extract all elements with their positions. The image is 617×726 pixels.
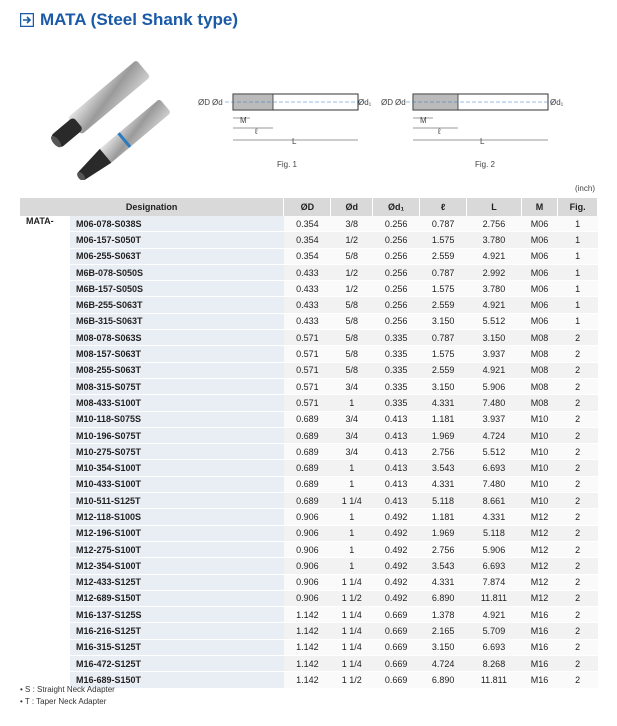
- cell: 0.354: [284, 232, 331, 248]
- cell: 1/2: [331, 281, 373, 297]
- cell: 1/2: [331, 232, 373, 248]
- cell: 2: [558, 362, 598, 378]
- cell: M10: [521, 493, 558, 509]
- table-row: [20, 313, 598, 329]
- cell: 5.118: [467, 525, 522, 541]
- cell: M06-255-S063T: [70, 248, 284, 264]
- col-fig: Fig.: [558, 198, 598, 216]
- cell: 0.413: [373, 444, 420, 460]
- cell: M16: [521, 672, 558, 688]
- cell: 0.571: [284, 395, 331, 411]
- cell: 8.268: [467, 656, 522, 672]
- table-row: [20, 281, 598, 297]
- cell: M06: [521, 248, 558, 264]
- cell: M16-472-S125T: [70, 656, 284, 672]
- cell: 3.543: [420, 558, 467, 574]
- cell: 3.150: [467, 330, 522, 346]
- cell: M12: [521, 509, 558, 525]
- cell: 0.906: [284, 509, 331, 525]
- cell: 0.433: [284, 264, 331, 280]
- cell: 0.256: [373, 232, 420, 248]
- table-row: [20, 362, 598, 378]
- fig2-label: Fig. 2: [475, 160, 496, 169]
- cell: 0.689: [284, 427, 331, 443]
- cell: 2: [558, 444, 598, 460]
- cell: 1.969: [420, 427, 467, 443]
- cell: 2.756: [420, 444, 467, 460]
- cell: 3.780: [467, 281, 522, 297]
- cell: 4.331: [420, 476, 467, 492]
- cell: 0.256: [373, 297, 420, 313]
- table-row: [20, 623, 598, 639]
- cell: M6B-157-S050S: [70, 281, 284, 297]
- table-row: [20, 264, 598, 280]
- cell: M10-196-S075T: [70, 427, 284, 443]
- cell: 0.669: [373, 623, 420, 639]
- cell: M16: [521, 607, 558, 623]
- cell: M06: [521, 264, 558, 280]
- fig1-diagram: [195, 80, 370, 165]
- fig2-d-inner: Ød: [395, 98, 406, 107]
- cell: M12: [521, 541, 558, 557]
- cell: 0.906: [284, 541, 331, 557]
- cell: M06-078-S038S: [70, 216, 284, 232]
- cell: 2: [558, 541, 598, 557]
- cell: 1 1/4: [331, 607, 373, 623]
- cell: 1: [558, 313, 598, 329]
- table-row: [20, 607, 598, 623]
- cell: M08: [521, 346, 558, 362]
- cell: 0.413: [373, 476, 420, 492]
- cell: M10: [521, 444, 558, 460]
- cell: 0.669: [373, 656, 420, 672]
- table-row: [20, 558, 598, 574]
- cell: M06: [521, 216, 558, 232]
- cell: 1: [331, 395, 373, 411]
- cell: M12-118-S100S: [70, 509, 284, 525]
- cell: M6B-315-S063T: [70, 313, 284, 329]
- cell: 0.354: [284, 248, 331, 264]
- cell: 1 1/4: [331, 656, 373, 672]
- cell: 7.480: [467, 476, 522, 492]
- cell: 1: [331, 525, 373, 541]
- cell: 6.693: [467, 460, 522, 476]
- cell: 0.689: [284, 444, 331, 460]
- cell: 0.571: [284, 330, 331, 346]
- cell: M16: [521, 623, 558, 639]
- unit-label: (inch): [574, 184, 595, 193]
- cell: 1.142: [284, 672, 331, 688]
- cell: 0.689: [284, 476, 331, 492]
- cell: 3.780: [467, 232, 522, 248]
- cell: 0.335: [373, 362, 420, 378]
- cell: 0.492: [373, 541, 420, 557]
- cell: 1: [558, 264, 598, 280]
- table-row: [20, 656, 598, 672]
- table-row: [20, 639, 598, 655]
- cell: 2: [558, 378, 598, 394]
- cell: 1 1/4: [331, 639, 373, 655]
- cell: 1: [331, 509, 373, 525]
- cell: 0.492: [373, 509, 420, 525]
- cell: 5/8: [331, 362, 373, 378]
- table-row: [20, 330, 598, 346]
- cell: 4.921: [467, 607, 522, 623]
- cell: M10: [521, 476, 558, 492]
- cell: M12: [521, 574, 558, 590]
- cell: 0.256: [373, 313, 420, 329]
- cell: 2.756: [420, 541, 467, 557]
- cell: 5.512: [467, 444, 522, 460]
- fig2-d1: Ød₁: [550, 98, 564, 107]
- cell: M10-354-S100T: [70, 460, 284, 476]
- cell: M06: [521, 297, 558, 313]
- cell: M10-433-S100T: [70, 476, 284, 492]
- cell: M06: [521, 313, 558, 329]
- fig1-l: L: [292, 137, 297, 146]
- title-text: MATA (Steel Shank type): [40, 10, 239, 29]
- fig2-diagram: [378, 80, 558, 165]
- cell: M08-078-S063S: [70, 330, 284, 346]
- cell: 3/4: [331, 427, 373, 443]
- cell: 5/8: [331, 330, 373, 346]
- cell: 0.787: [420, 216, 467, 232]
- fig1-d-outer: ØD: [198, 98, 210, 107]
- cell: 2.756: [467, 216, 522, 232]
- cell: M16-315-S125T: [70, 639, 284, 655]
- cell: 0.571: [284, 378, 331, 394]
- cell: 1: [558, 281, 598, 297]
- cell: 0.413: [373, 493, 420, 509]
- cell: 0.335: [373, 395, 420, 411]
- cell: 4.331: [467, 509, 522, 525]
- cell: 1.142: [284, 623, 331, 639]
- cell: 1: [331, 460, 373, 476]
- cell: M10: [521, 427, 558, 443]
- cell: 0.669: [373, 607, 420, 623]
- cell: 1.969: [420, 525, 467, 541]
- cell: M16-137-S125S: [70, 607, 284, 623]
- cell: 4.331: [420, 395, 467, 411]
- cell: 4.921: [467, 248, 522, 264]
- cell: 11.811: [467, 590, 522, 606]
- cell: M08-433-S100T: [70, 395, 284, 411]
- cell: 0.256: [373, 281, 420, 297]
- cell: 3.937: [467, 346, 522, 362]
- cell: 2: [558, 639, 598, 655]
- cell: 1.575: [420, 281, 467, 297]
- table-row: [20, 346, 598, 362]
- table-row: [20, 476, 598, 492]
- cell: 6.693: [467, 639, 522, 655]
- table-row: [20, 248, 598, 264]
- cell: 0.906: [284, 525, 331, 541]
- cell: 1.575: [420, 232, 467, 248]
- cell: 6.890: [420, 590, 467, 606]
- col-m: M: [521, 198, 558, 216]
- cell: 3.150: [420, 639, 467, 655]
- cell: 1.142: [284, 656, 331, 672]
- cell: M10: [521, 460, 558, 476]
- cell: 0.669: [373, 672, 420, 688]
- cell: 5/8: [331, 313, 373, 329]
- cell: 0.906: [284, 590, 331, 606]
- cell: 5.118: [420, 493, 467, 509]
- cell: 1 1/2: [331, 590, 373, 606]
- table-row: [20, 411, 598, 427]
- cell: 1: [558, 232, 598, 248]
- cell: 5/8: [331, 248, 373, 264]
- fig2-m: M: [420, 116, 427, 125]
- cell: 2.559: [420, 362, 467, 378]
- cell: M12: [521, 590, 558, 606]
- cell: 8.661: [467, 493, 522, 509]
- cell: 11.811: [467, 672, 522, 688]
- cell: M10-275-S075T: [70, 444, 284, 460]
- cell: 0.689: [284, 411, 331, 427]
- table-row: [20, 232, 598, 248]
- cell: 2: [558, 427, 598, 443]
- cell: 1.181: [420, 411, 467, 427]
- cell: 2: [558, 476, 598, 492]
- cell: 0.906: [284, 558, 331, 574]
- cell: 2: [558, 493, 598, 509]
- cell: 2: [558, 411, 598, 427]
- cell: M10-118-S075S: [70, 411, 284, 427]
- cell: 1: [558, 248, 598, 264]
- cell: 0.787: [420, 264, 467, 280]
- cell: M6B-255-S063T: [70, 297, 284, 313]
- cell: 1.181: [420, 509, 467, 525]
- cell: M12: [521, 525, 558, 541]
- cell: 2.559: [420, 297, 467, 313]
- cell: 3.937: [467, 411, 522, 427]
- cell: M6B-078-S050S: [70, 264, 284, 280]
- cell: M08-255-S063T: [70, 362, 284, 378]
- cell: 1/2: [331, 264, 373, 280]
- cell: 0.413: [373, 411, 420, 427]
- cell: 0.492: [373, 525, 420, 541]
- cell: 3.543: [420, 460, 467, 476]
- cell: M12-275-S100T: [70, 541, 284, 557]
- cell: M10-511-S125T: [70, 493, 284, 509]
- cell: 0.335: [373, 330, 420, 346]
- cell: 1.575: [420, 346, 467, 362]
- cell: M16-689-S150T: [70, 672, 284, 688]
- col-l: L: [467, 198, 522, 216]
- product-photo: [40, 40, 190, 180]
- cell: M08: [521, 395, 558, 411]
- cell: 1: [558, 216, 598, 232]
- cell: 5.906: [467, 541, 522, 557]
- cell: 0.256: [373, 216, 420, 232]
- cell: 2.992: [467, 264, 522, 280]
- cell: 3/4: [331, 444, 373, 460]
- cell: 2: [558, 590, 598, 606]
- cell: M16-216-S125T: [70, 623, 284, 639]
- cell: 0.571: [284, 362, 331, 378]
- cell: 0.354: [284, 216, 331, 232]
- cell: 2: [558, 509, 598, 525]
- cell: 3/4: [331, 411, 373, 427]
- cell: 1 1/2: [331, 672, 373, 688]
- table-row: [20, 509, 598, 525]
- col-d-inner: Ød: [331, 198, 373, 216]
- cell: 4.921: [467, 362, 522, 378]
- table-row: [20, 427, 598, 443]
- fig1-label: Fig. 1: [277, 160, 298, 169]
- cell: 0.335: [373, 378, 420, 394]
- cell: M12-354-S100T: [70, 558, 284, 574]
- cell: 1: [558, 297, 598, 313]
- table-row: [20, 574, 598, 590]
- cell: 0.413: [373, 427, 420, 443]
- cell: 2.559: [420, 248, 467, 264]
- cell: 0.433: [284, 313, 331, 329]
- fig2-l: L: [480, 137, 485, 146]
- cell: 2: [558, 607, 598, 623]
- cell: 2: [558, 525, 598, 541]
- cell: 0.492: [373, 558, 420, 574]
- table-row: [20, 378, 598, 394]
- cell: 1 1/4: [331, 493, 373, 509]
- cell: 6.890: [420, 672, 467, 688]
- cell: 2: [558, 395, 598, 411]
- col-designation: Designation: [20, 198, 284, 216]
- arrow-box-icon: [20, 13, 34, 27]
- cell: 0.689: [284, 460, 331, 476]
- cell: 5.512: [467, 313, 522, 329]
- cell: 6.693: [467, 558, 522, 574]
- cell: 1.378: [420, 607, 467, 623]
- cell: M12-433-S125T: [70, 574, 284, 590]
- cell: M16: [521, 639, 558, 655]
- cell: 1: [331, 541, 373, 557]
- cell: 3/8: [331, 216, 373, 232]
- cell: M08-157-S063T: [70, 346, 284, 362]
- cell: 2: [558, 346, 598, 362]
- table-row: [20, 444, 598, 460]
- cell: M08: [521, 378, 558, 394]
- cell: M16: [521, 656, 558, 672]
- cell: 5/8: [331, 346, 373, 362]
- table-row: [20, 493, 598, 509]
- page-title: [20, 10, 238, 30]
- table-row: [20, 460, 598, 476]
- table-row: [20, 590, 598, 606]
- cell: 3.150: [420, 313, 467, 329]
- cell: 1.142: [284, 607, 331, 623]
- cell: 2: [558, 460, 598, 476]
- cell: 5/8: [331, 297, 373, 313]
- cell: 0.256: [373, 264, 420, 280]
- prefix-cell: MATA-: [20, 216, 70, 688]
- cell: 2: [558, 558, 598, 574]
- cell: 5.709: [467, 623, 522, 639]
- cell: 2: [558, 672, 598, 688]
- fig2-l-small: ℓ: [438, 127, 441, 136]
- cell: 1 1/4: [331, 623, 373, 639]
- cell: 1: [331, 476, 373, 492]
- spec-table: [20, 198, 598, 689]
- cell: 0.787: [420, 330, 467, 346]
- cell: 0.689: [284, 493, 331, 509]
- cell: 7.874: [467, 574, 522, 590]
- cell: 2: [558, 574, 598, 590]
- cell: 0.669: [373, 639, 420, 655]
- fig1-l-small: ℓ: [255, 127, 258, 136]
- cell: 0.335: [373, 346, 420, 362]
- cell: 1 1/4: [331, 574, 373, 590]
- cell: M12-689-S150T: [70, 590, 284, 606]
- cell: 2: [558, 656, 598, 672]
- cell: 0.571: [284, 346, 331, 362]
- fig2-d-outer: ØD: [381, 98, 393, 107]
- fig1-m: M: [240, 116, 247, 125]
- cell: 1.142: [284, 639, 331, 655]
- note-straight: • S : Straight Neck Adapter: [20, 685, 115, 694]
- cell: M12-196-S100T: [70, 525, 284, 541]
- cell: 4.921: [467, 297, 522, 313]
- cell: M08: [521, 330, 558, 346]
- cell: 5.906: [467, 378, 522, 394]
- cell: 2.165: [420, 623, 467, 639]
- col-d1: Ød₁: [373, 198, 420, 216]
- cell: 3.150: [420, 378, 467, 394]
- cell: M06-157-S050T: [70, 232, 284, 248]
- cell: 2: [558, 330, 598, 346]
- notes: [20, 684, 115, 708]
- cell: 4.331: [420, 574, 467, 590]
- note-taper: • T : Taper Neck Adapter: [20, 697, 107, 706]
- cell: 0.413: [373, 460, 420, 476]
- cell: M08-315-S075T: [70, 378, 284, 394]
- table-header-row: [20, 198, 598, 216]
- cell: M06: [521, 281, 558, 297]
- cell: 7.480: [467, 395, 522, 411]
- col-l-small: ℓ: [420, 198, 467, 216]
- table-row: [20, 525, 598, 541]
- cell: 3/4: [331, 378, 373, 394]
- fig1-d1: Ød₁: [358, 98, 372, 107]
- cell: 0.433: [284, 297, 331, 313]
- cell: M10: [521, 411, 558, 427]
- cell: 0.492: [373, 574, 420, 590]
- cell: 1: [331, 558, 373, 574]
- cell: M08: [521, 362, 558, 378]
- cell: M06: [521, 232, 558, 248]
- cell: 2: [558, 623, 598, 639]
- table-row: [20, 541, 598, 557]
- table-row: [20, 216, 598, 232]
- table-row: [20, 297, 598, 313]
- cell: M12: [521, 558, 558, 574]
- cell: 0.433: [284, 281, 331, 297]
- cell: 0.492: [373, 590, 420, 606]
- cell: 4.724: [420, 656, 467, 672]
- cell: 0.906: [284, 574, 331, 590]
- col-d-outer: ØD: [284, 198, 331, 216]
- cell: 4.724: [467, 427, 522, 443]
- table-row: [20, 395, 598, 411]
- fig1-d-inner: Ød: [212, 98, 223, 107]
- cell: 0.256: [373, 248, 420, 264]
